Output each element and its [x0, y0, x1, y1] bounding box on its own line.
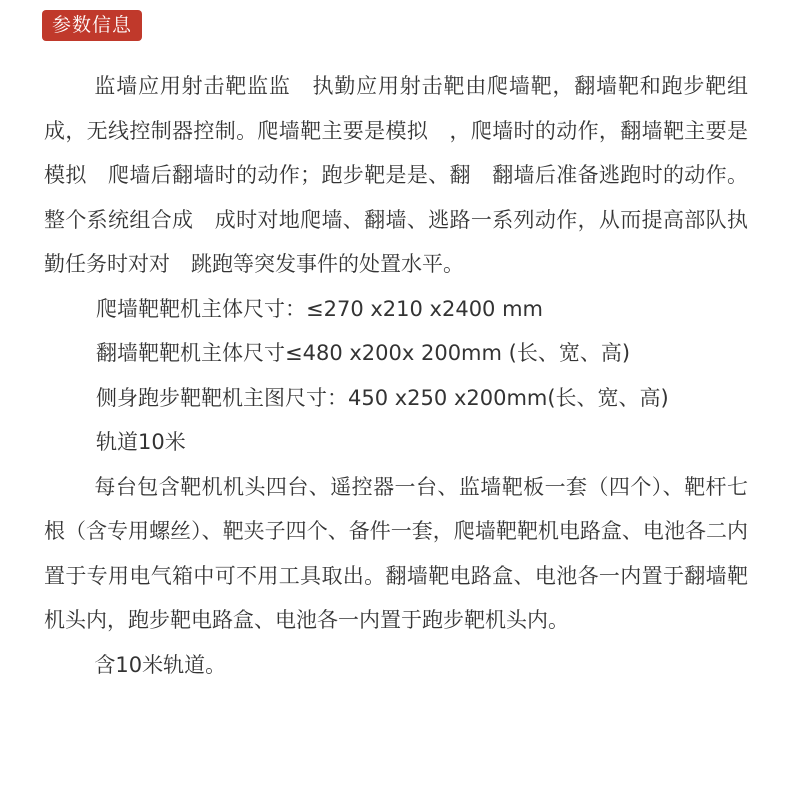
spec-climb-wall-size: 爬墙靶靶机主体尺寸：≤270 x210 x2400 mm: [96, 296, 543, 321]
intro-paragraph: 监墙应用射击靶监监 执勤应用射击靶由爬墙靶，翻墙靶和跑步靶组成，无线控制器控制。爬墙靶主要是模拟 ，爬墙时的动作，翻墙靶主要是模拟 爬墙后翻墙时的动作；跑步靶是是、翻 翻墙后准备逃跑时的动作。整个系统组合成 成时对地爬墙、翻墙、逃路一系列动作，从而提高部队执勤任务时对对 跳跑等突发事件的处置水平。: [44, 74, 748, 276]
spec-track-length: 轨道10米: [96, 430, 186, 454]
spec-over-wall-size: 翻墙靶靶机主体尺寸≤480 x200x 200mm (长、宽、高): [96, 341, 631, 365]
section-tag: 参数信息: [42, 10, 142, 41]
spec-side-run-size: 侧身跑步靶靶机主图尺寸：450 x250 x200mm(长、宽、高): [96, 385, 669, 410]
track-paragraph: 含10米轨道。: [94, 652, 227, 677]
description-body: [44, 64, 748, 687]
package-paragraph: 每台包含靶机机头四台、遥控器一台、监墙靶板一套（四个）、靶杆七根（含专用螺丝）、靶夹子四个、备件一套，爬墙靶靶机电路盒、电池各二内置于专用电气箱中可不用工具取出。翻墙靶电路盒、电池各一内置于翻墙靶机头内，跑步靶电路盒、电池各一内置于跑步靶机头内。: [44, 474, 748, 632]
